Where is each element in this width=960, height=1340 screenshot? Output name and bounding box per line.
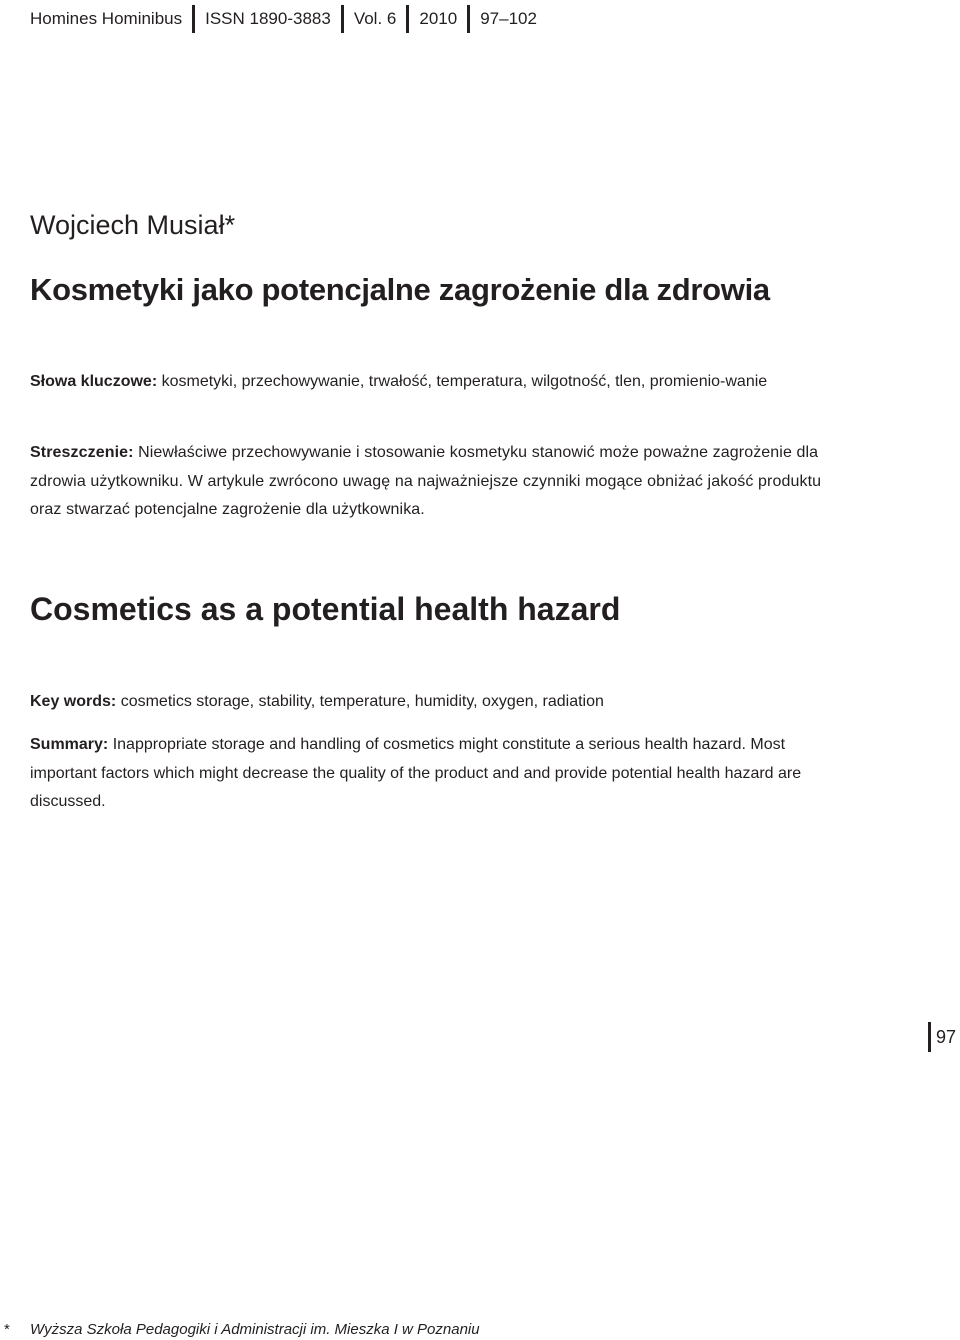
keywords-polish bbox=[30, 368, 842, 397]
abstract-polish bbox=[30, 439, 842, 525]
keywords-polish-text: kosmetyki, przechowywanie, trwałość, temperatura, wilgotność, tlen, promienio-wanie bbox=[161, 373, 768, 390]
volume: Vol. 6 bbox=[353, 9, 397, 28]
abstract-english bbox=[30, 731, 842, 817]
keywords-english bbox=[30, 688, 842, 717]
footnote-mark: * bbox=[4, 1321, 10, 1338]
page-number bbox=[928, 1022, 956, 1052]
keywords-english-text: cosmetics storage, stability, temperature, humidity, oxygen, radiation bbox=[120, 693, 604, 710]
article-title-polish: Kosmetyki jako potencjalne zagrożenie dla zdrowia bbox=[30, 272, 770, 307]
abstract-polish-label: Streszczenie: bbox=[30, 444, 134, 461]
article-title-english: Cosmetics as a potential health hazard bbox=[30, 591, 621, 627]
abstract-english-label: Summary: bbox=[30, 736, 109, 753]
abstract-english-text: Inappropriate storage and handling of cosmetics might constitute a serious health hazard. Most important factors which might decrease the quality of the product and and provide potential health hazard are discussed. bbox=[30, 736, 802, 810]
keywords-english-label: Key words: bbox=[30, 693, 117, 710]
page-number-value: 97 bbox=[936, 1026, 957, 1047]
footnote-text: Wyższa Szkoła Pedagogiki i Administracji im. Mieszka I w Poznaniu bbox=[30, 1321, 480, 1338]
keywords-polish-label: Słowa kluczowe: bbox=[30, 373, 158, 390]
issn: ISSN 1890-3883 bbox=[205, 9, 331, 28]
affiliation-footnote bbox=[4, 1321, 480, 1338]
page-range: 97–102 bbox=[480, 9, 537, 28]
page-number-rule bbox=[928, 1022, 931, 1052]
author-name: Wojciech Musiał* bbox=[30, 210, 236, 240]
year: 2010 bbox=[419, 9, 458, 28]
running-header bbox=[30, 6, 547, 32]
abstract-polish-text: Niewłaściwe przechowywanie i stosowanie kosmetyku stanowić może poważne zagrożenie dla zdrowia użytkowniku. W artykule zwrócono uwagę na najważniejsze czynniki mogące obniżać jakość produktu oraz stwarzać potencjalne zagrożenie dla użytkownika. bbox=[30, 444, 822, 518]
journal-name: Homines Hominibus bbox=[30, 9, 183, 28]
